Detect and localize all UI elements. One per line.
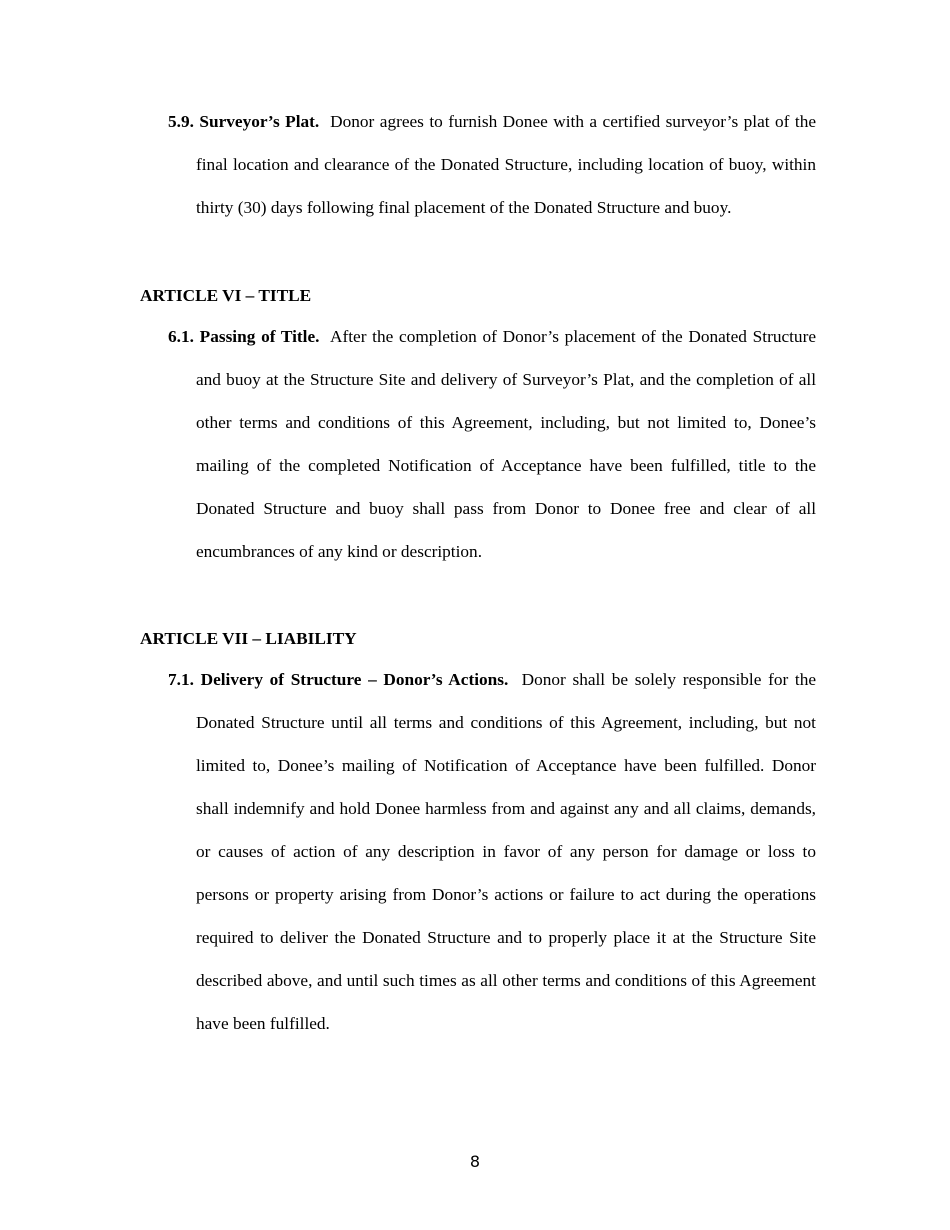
section-7-1: [168, 658, 816, 1045]
section-6-1-body: After the completion of Donor’s placement of the Donated Structure and buoy at the Structure Site and delivery of Surveyor’s Plat, and the completion of all other terms and conditions of this Agreement, including, but not limited to, Donee’s mailing of the completed Notification of Acceptance have been fulfilled, title to the Donated Structure and buoy shall pass from Donor to Donee free and clear of all encumbrances of any kind or description.: [196, 327, 816, 561]
section-7-1-number: 7.1.: [168, 670, 194, 689]
section-7-1-body: Donor shall be solely responsible for the Donated Structure until all terms and conditions of this Agreement, including, but not limited to, Donee’s mailing of Notification of Acceptance have been fulfilled. Donor shall indemnify and hold Donee harmless from and against any and all claims, demands, or causes of action of any description in favor of any person for damage or loss to persons or property arising from Donor’s actions or failure to act during the operations required to deliver the Donated Structure and to properly place it at the Structure Site described above, and until such times as all other terms and conditions of this Agreement have been fulfilled.: [196, 670, 817, 1033]
section-6-1-heading: Passing of Title.: [199, 327, 320, 346]
section-5-9-body: Donor agrees to furnish Donee with a certified surveyor’s plat of the final location and clearance of the Donated Structure, including location of buoy, within thirty (30) days following final placement of the Donated Structure and buoy.: [196, 112, 817, 217]
article-6-heading: ARTICLE VI – TITLE: [140, 286, 312, 305]
page-number: 8: [469, 1152, 481, 1171]
section-5-9: [168, 100, 816, 229]
section-7-1-heading: Delivery of Structure – Donor’s Actions.: [200, 670, 509, 689]
article-7-heading: ARTICLE VII – LIABILITY: [140, 629, 357, 648]
section-6-1: [168, 315, 816, 573]
section-5-9-heading: Surveyor’s Plat.: [199, 112, 320, 131]
section-5-9-number: 5.9.: [168, 112, 194, 131]
section-6-1-number: 6.1.: [168, 327, 194, 346]
